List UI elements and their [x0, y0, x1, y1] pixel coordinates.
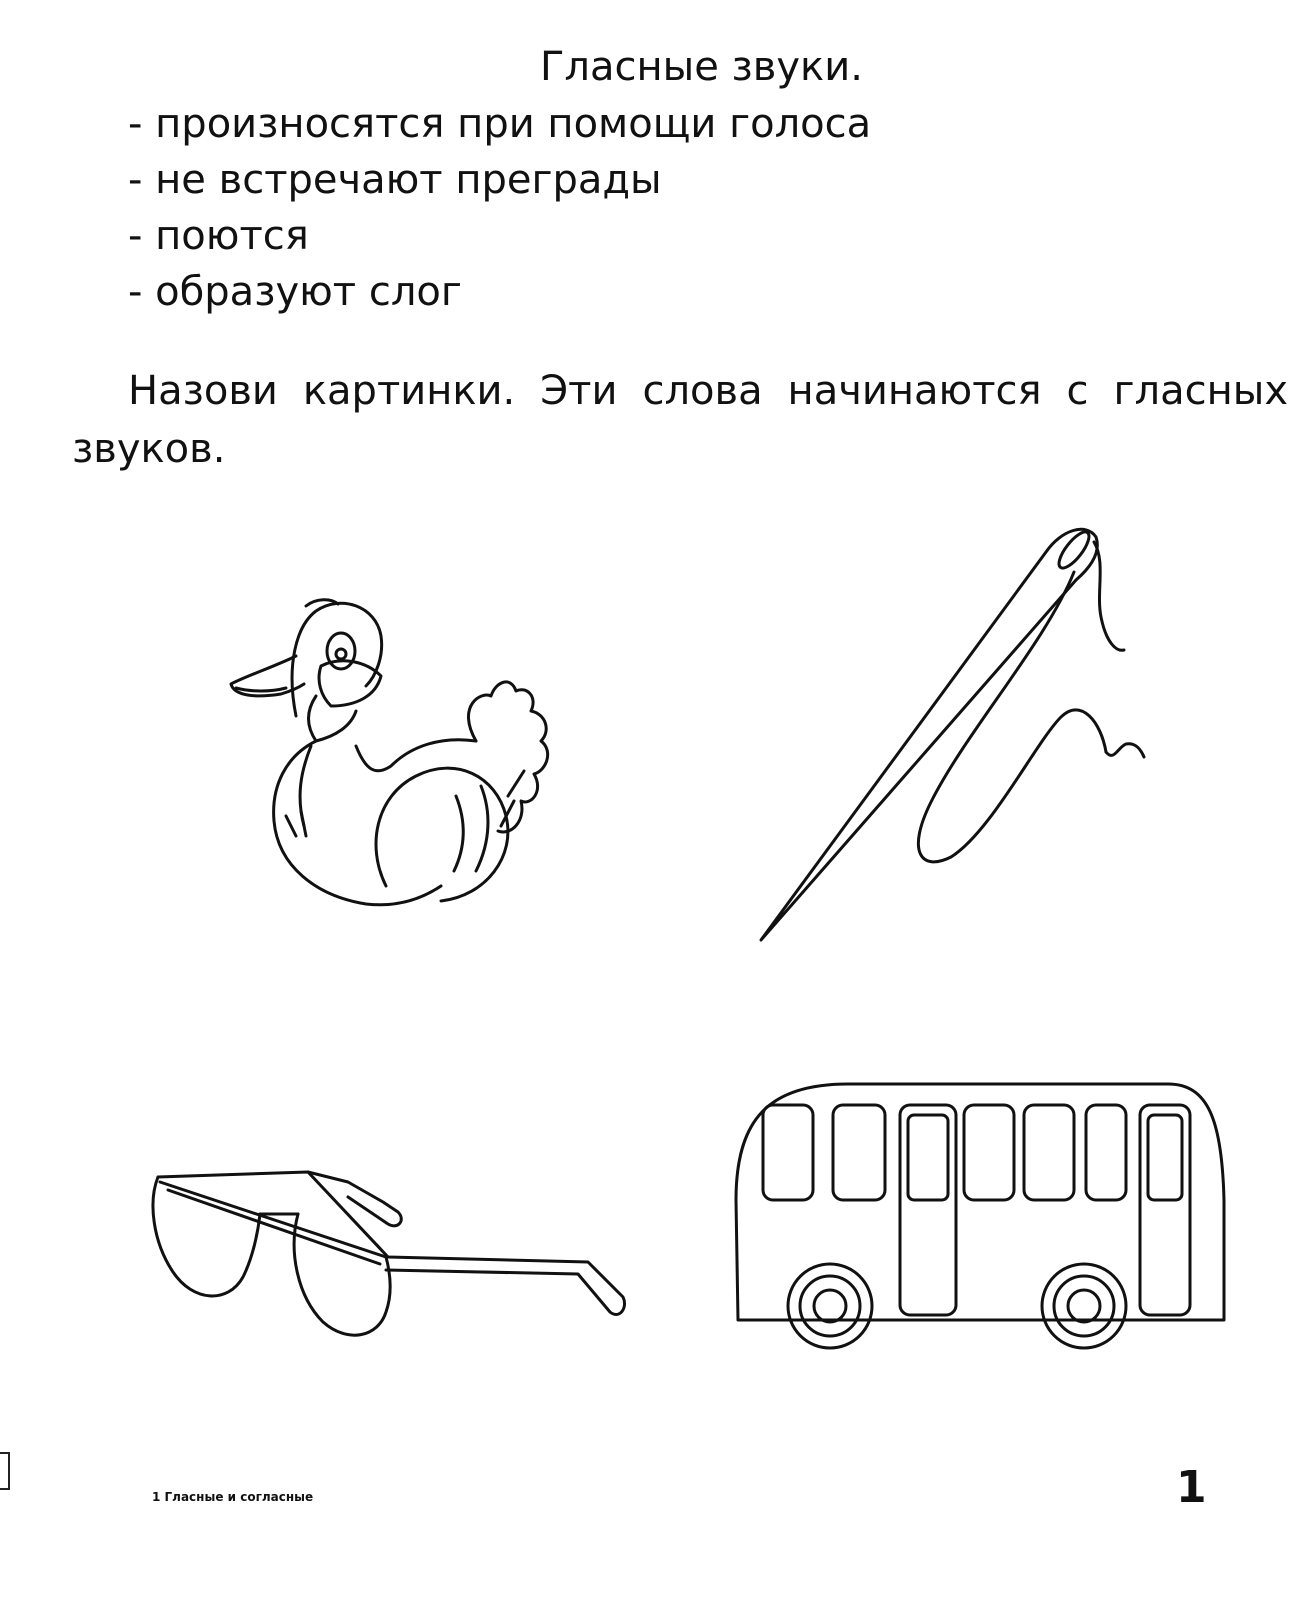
page-title: Гласные звуки. — [540, 44, 863, 90]
rule-item: - произносятся при помощи голоса — [128, 101, 872, 147]
vowel-rules-list — [128, 96, 871, 320]
page-number: 1 — [1176, 1462, 1207, 1513]
footer-section-title: 1 Гласные и согласные — [152, 1490, 314, 1504]
glasses-icon — [148, 1162, 648, 1362]
instruction-text: Назови картинки. Эти слова начинаются с гласных звуков. — [72, 368, 1288, 472]
rule-item: - образуют слог — [128, 269, 462, 315]
bus-icon — [728, 1080, 1228, 1370]
rule-item: - поются — [128, 213, 309, 259]
margin-mark — [0, 1452, 10, 1490]
rule-item: - не встречают преграды — [128, 157, 662, 203]
needle-icon — [756, 512, 1176, 952]
duck-icon — [226, 596, 566, 916]
